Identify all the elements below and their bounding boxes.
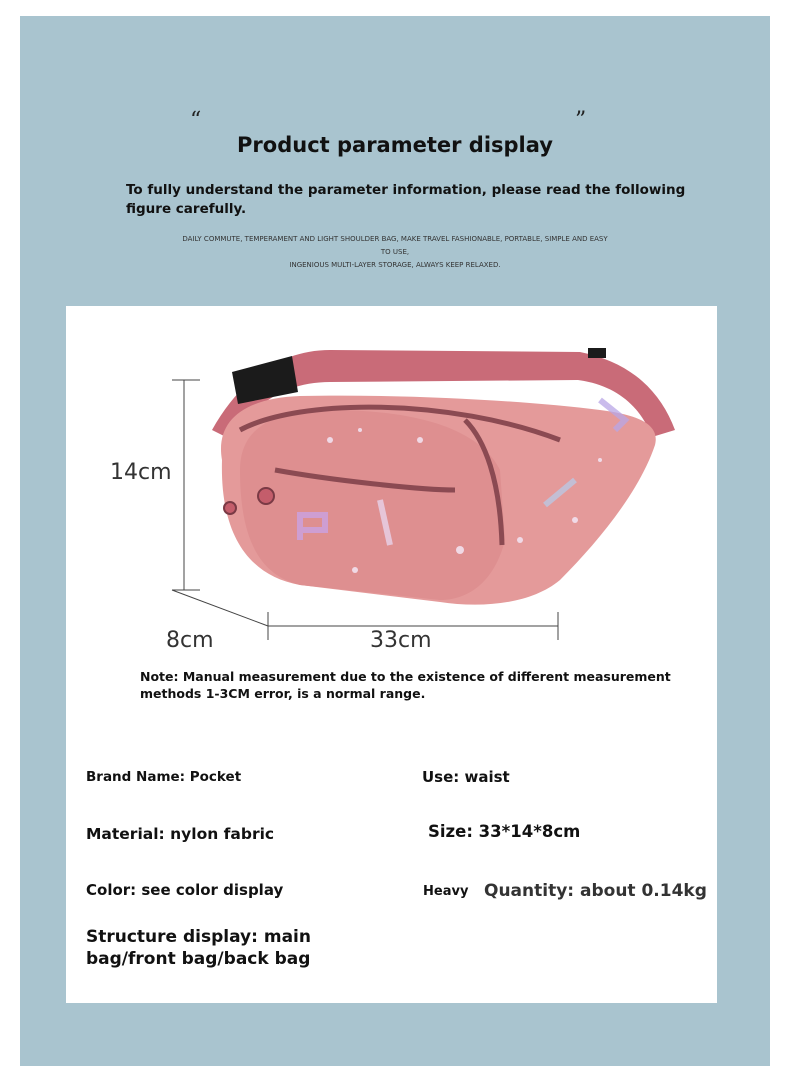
spec-size: Size: 33*14*8cm (428, 822, 581, 841)
zipper-pull-icon-2 (224, 502, 236, 514)
spec-color: Color: see color display (86, 881, 284, 899)
page-title: Product parameter display (237, 133, 553, 157)
subtitle: To fully understand the parameter information, please read the following figure carefully. (126, 182, 686, 217)
spec-material: Material: nylon fabric (86, 825, 275, 843)
spec-weight: Quantity: about 0.14kg (484, 881, 707, 901)
open-quote-mark: “ (190, 108, 202, 133)
height-label: 14cm (110, 460, 172, 485)
spec-use: Use: waist (422, 768, 510, 786)
depth-label: 8cm (166, 628, 214, 653)
zipper-pull-icon (258, 488, 274, 504)
spec-structure: Structure display: main bag/front bag/back bag (86, 927, 311, 969)
small-note-line-1: DAILY COMMUTE, TEMPERAMENT AND LIGHT SHOULDER BAG, MAKE TRAVEL FASHIONABLE, PORTABLE, SIMPLE AND EASY TO USE, (182, 235, 608, 256)
close-quote-mark: ” (575, 108, 587, 133)
width-label: 33cm (370, 628, 432, 653)
front-pocket (240, 410, 505, 600)
measurement-note: Note: Manual measurement due to the existence of different measurement methods 1-3CM error, is a normal range. (140, 669, 671, 701)
spec-brand: Brand Name: Pocket (86, 769, 242, 785)
depth-line (172, 590, 268, 626)
strap-clip-icon (588, 348, 606, 358)
spec-weight-label: Heavy (423, 884, 469, 899)
small-note-line-2: INGENIOUS MULTI-LAYER STORAGE, ALWAYS KEEP RELAXED. (289, 261, 501, 269)
